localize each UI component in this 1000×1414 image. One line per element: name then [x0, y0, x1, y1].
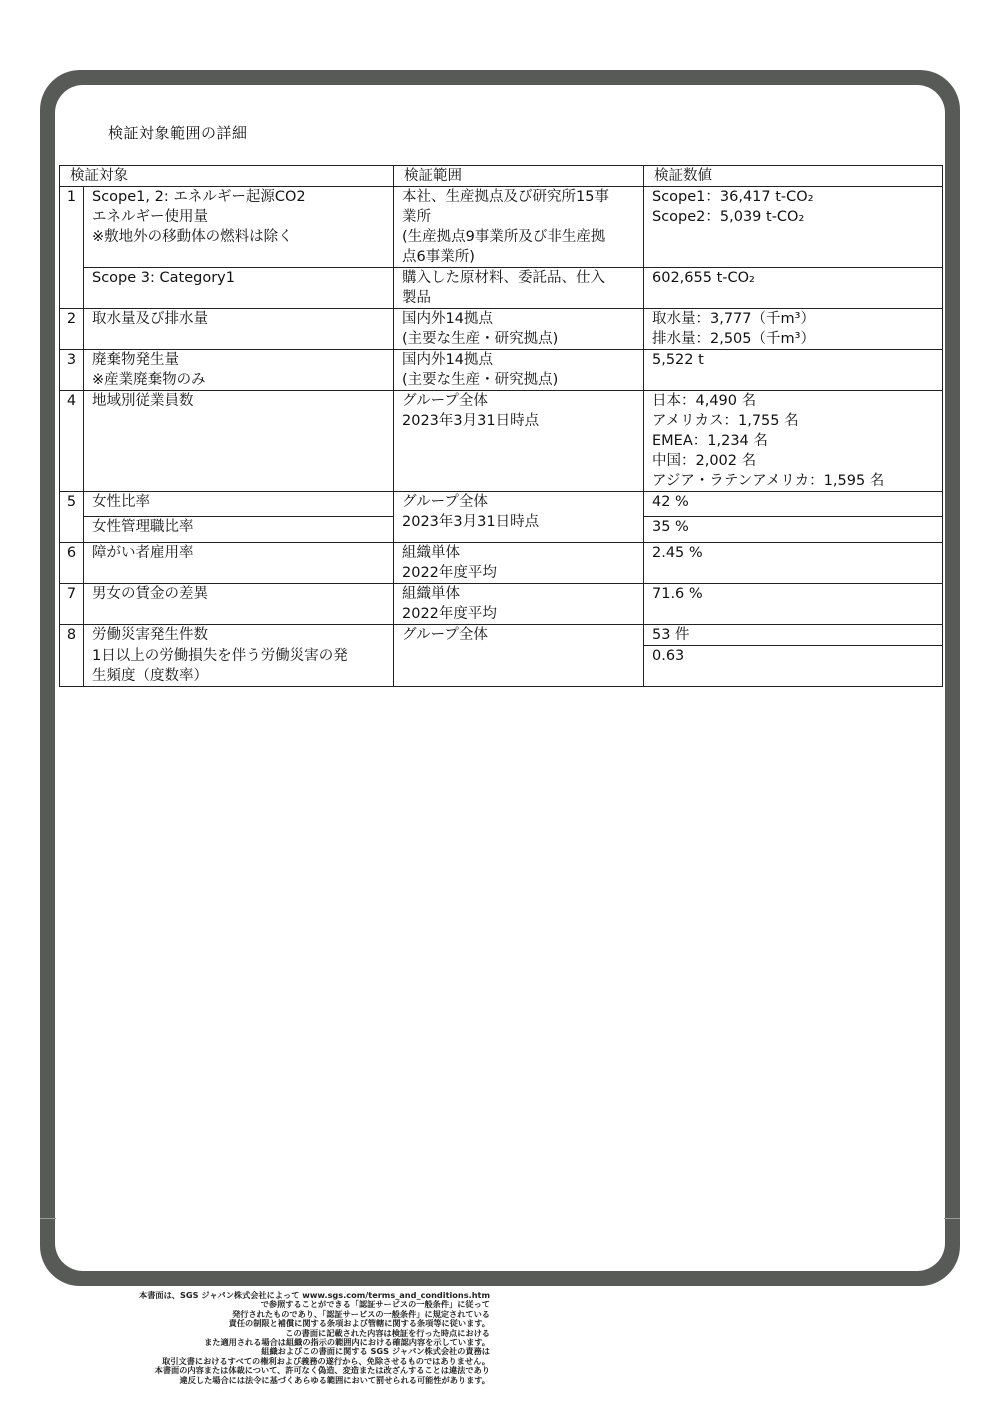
table-row: [60, 584, 943, 625]
row-scope: 国内外14拠点 (主要な生産・研究拠点): [394, 350, 644, 391]
page-title: 検証対象範囲の詳細: [108, 124, 248, 142]
header-scope: 検証範囲: [394, 166, 644, 187]
row-value: 日本：4,490 名 アメリカス：1,755 名 EMEA：1,234 名 中国：2,002 名 アジア・ラテンアメリカ：1,595 名: [644, 391, 943, 492]
row-target: 地域別従業員数: [84, 391, 394, 492]
row-number: 8: [60, 625, 84, 687]
row-target: 女性管理職比率: [84, 517, 394, 543]
legal-footer: [96, 1291, 490, 1385]
footer-line: 責任の制限と補償に関する条項および管轄に関する条項等に従います。: [228, 1318, 490, 1329]
row-target: 1日以上の労働損失を伴う労働災害の発 生頻度（度数率）: [84, 646, 394, 687]
row-number: 6: [60, 543, 84, 584]
row-number: 1: [60, 187, 84, 309]
row-scope: グループ全体: [394, 625, 644, 687]
footer-line: で参照することができる「認証サービスの一般条件」に従って: [260, 1299, 490, 1310]
row-value: 0.63: [644, 646, 943, 687]
row-value: 35 %: [644, 517, 943, 543]
header-value: 検証数値: [644, 166, 943, 187]
row-scope: 国内外14拠点 (主要な生産・研究拠点): [394, 309, 644, 350]
footer-line: 取引文書におけるすべての権利および義務の遂行から、免除させるものではありません。: [162, 1355, 490, 1366]
row-scope: グループ全体 2023年3月31日時点: [394, 391, 644, 492]
footer-line: また適用される場合は組織の指示の範囲内における確認内容を示しています。: [204, 1337, 490, 1348]
row-value: 42 %: [644, 492, 943, 517]
row-number: 4: [60, 391, 84, 492]
row-value: 5,522 t: [644, 350, 943, 391]
frame-divider-left: [40, 1218, 56, 1219]
footer-line: 組織およびこの書面に関する SGS ジャパン株式会社の責務は: [261, 1346, 490, 1357]
row-target: Scope1, 2: エネルギー起源CO2 エネルギー使用量 ※敷地外の移動体の燃料は除く: [84, 187, 394, 268]
row-target: 労働災害発生件数: [84, 625, 394, 646]
row-value: 取水量：3,777（千m³） 排水量：2,505（千m³）: [644, 309, 943, 350]
table-header-row: [60, 166, 943, 187]
row-target: 男女の賃金の差異: [84, 584, 394, 625]
footer-line: この書面に記載された内容は検証を行った時点における: [285, 1327, 490, 1338]
row-value: Scope1：36,417 t-CO₂ Scope2：5,039 t-CO₂: [644, 187, 943, 268]
footer-line: 違反した場合には法令に基づくあらゆる範囲において罰せられる可能性があります。: [179, 1374, 490, 1385]
table-row: [60, 492, 943, 517]
table-row: [60, 543, 943, 584]
footer-line: 発行されたものであり、「認証サービスの一般条件」に規定されている: [232, 1308, 490, 1319]
row-scope: 組織単体 2022年度平均: [394, 543, 644, 584]
verification-scope-table: [59, 165, 943, 687]
row-target: Scope 3: Category1: [84, 268, 394, 309]
row-target: 女性比率: [84, 492, 394, 517]
row-value: 71.6 %: [644, 584, 943, 625]
table-row: [60, 391, 943, 492]
frame-divider-right: [944, 1218, 960, 1219]
row-value: 602,655 t-CO₂: [644, 268, 943, 309]
row-number: 3: [60, 350, 84, 391]
table-row: [60, 350, 943, 391]
row-target: 取水量及び排水量: [84, 309, 394, 350]
row-target: 障がい者雇用率: [84, 543, 394, 584]
table-row: [60, 309, 943, 350]
row-scope: グループ全体 2023年3月31日時点: [394, 492, 644, 543]
row-number: 5: [60, 492, 84, 543]
row-scope: 購入した原材料、委託品、仕入 製品: [394, 268, 644, 309]
row-scope: 本社、生産拠点及び研究所15事 業所 (生産拠点9事業所及び非生産拠 点6事業所): [394, 187, 644, 268]
table-row: [60, 625, 943, 646]
row-value: 2.45 %: [644, 543, 943, 584]
row-scope: 組織単体 2022年度平均: [394, 584, 644, 625]
table-row: [60, 268, 943, 309]
row-number: 2: [60, 309, 84, 350]
row-value: 53 件: [644, 625, 943, 646]
footer-line: 本書面は、SGS ジャパン株式会社によって www.sgs.com/terms_and_conditions.htm: [139, 1290, 490, 1300]
footer-line: 本書面の内容または体裁について、許可なく偽造、変造または改ざんすることは違法であり: [154, 1365, 490, 1376]
table-row: [60, 187, 943, 268]
row-target: 廃棄物発生量 ※産業廃棄物のみ: [84, 350, 394, 391]
row-number: 7: [60, 584, 84, 625]
header-target: 検証対象: [60, 166, 394, 187]
